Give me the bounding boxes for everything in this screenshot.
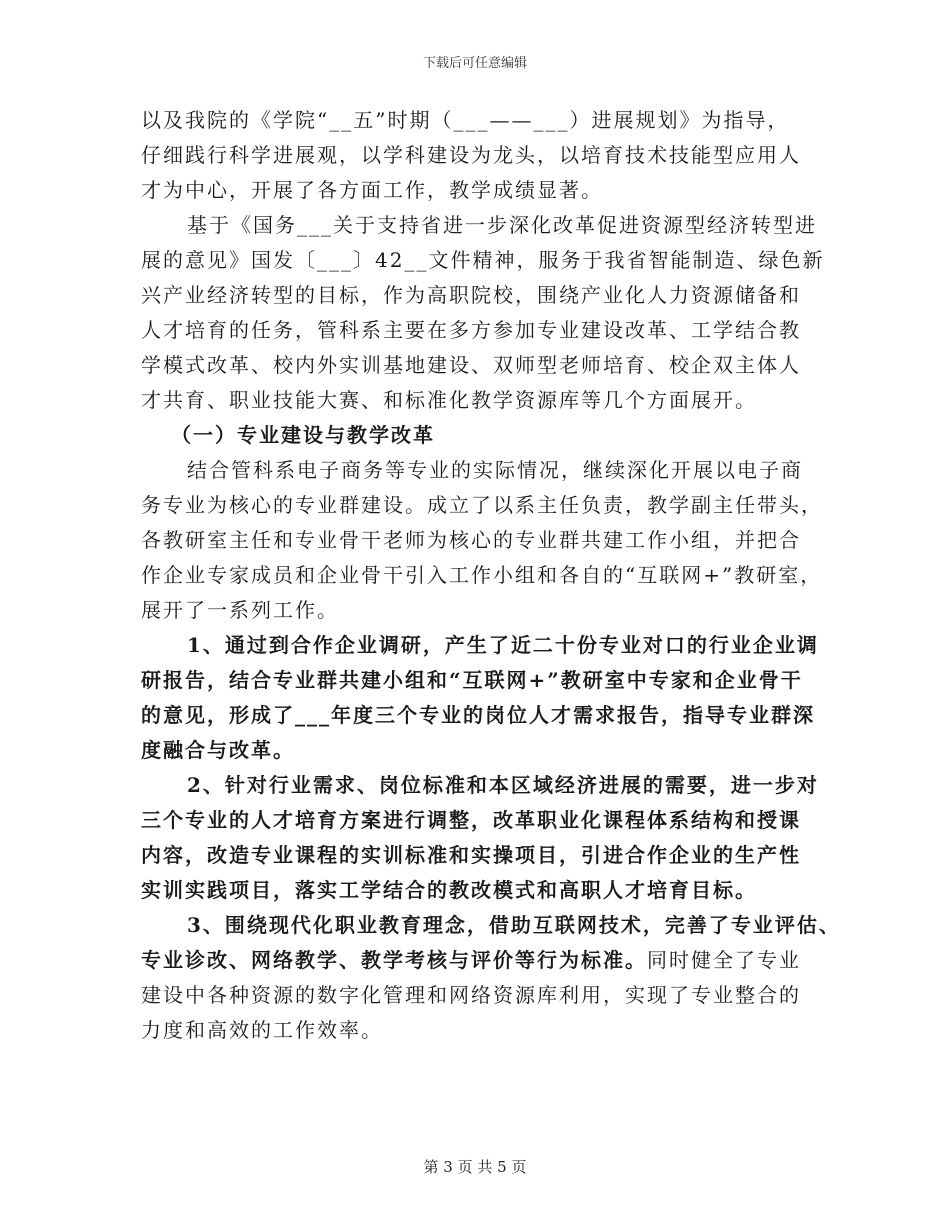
- text-line: 结合管科系电子商务等专业的实际情况，继续深化开展以电子商: [187, 458, 803, 482]
- text-line: 三个专业的人才培育方案进行调整，改革职业化课程体系结构和授课: [141, 808, 801, 832]
- text-line: 3、围绕现代化职业教育理念，借助互联网技术，完善了专业评估、: [187, 913, 841, 937]
- text-line: 才共育、职业技能大赛、和标准化教学资源库等几个方面展开。: [141, 388, 757, 412]
- mixed-line-bold: 专业诊改、网络教学、教学考核与评价等行为标准。: [141, 948, 647, 972]
- text-line: （一）专业建设与教学改革: [171, 423, 435, 447]
- text-line: 基于《国务___关于支持省进一步深化改革促进资源型经济转型进: [187, 213, 817, 237]
- text-line: 的意见，形成了___年度三个专业的岗位人才需求报告，指导专业群深: [141, 703, 815, 727]
- text-line: 研报告，结合专业群共建小组和“互联网+”教研室中专家和企业骨干: [141, 668, 803, 692]
- text-line: 仔细践行科学进展观，以学科建设为龙头，以培育技术技能型应用人: [141, 143, 801, 167]
- text-line: 作企业专家成员和企业骨干引入工作小组和各自的“互联网+”教研室，: [141, 563, 823, 587]
- text-line: 人才培育的任务，管科系主要在多方参加专业建设改革、工学结合教: [141, 318, 801, 342]
- page-header: 下载后可任意编辑: [422, 56, 527, 71]
- text-line: 以及我院的《学院“__五”时期（___——___）进展规划》为指导，: [141, 108, 790, 132]
- mixed-line-normal: 同时健全了专业: [647, 948, 801, 972]
- text-line: 各教研室主任和专业骨干老师为核心的专业群共建工作小组，并把合: [141, 528, 801, 552]
- text-line: 兴产业经济转型的目标，作为高职院校，围绕产业化人力资源储备和: [141, 283, 801, 307]
- text-line: 2、针对行业需求、岗位标准和本区域经济进展的需要，进一步对: [187, 773, 819, 797]
- tail-lines: [141, 983, 809, 1053]
- text-line: 务专业为核心的专业群建设。成立了以系主任负责，教学副主任带头，: [141, 493, 823, 517]
- document-body: [141, 108, 841, 1053]
- page-footer: 第 3 页 共 5 页: [423, 1158, 527, 1176]
- text-line: 实训实践项目，落实工学结合的教改模式和高职人才培育目标。: [141, 878, 757, 902]
- text-line: 力度和高效的工作效率。: [141, 1018, 383, 1042]
- text-line: 展的意见》国发〔___〕42__文件精神，服务于我省智能制造、绿色新: [141, 248, 825, 272]
- body-lines: [141, 108, 841, 948]
- text-line: 内容，改造专业课程的实训标准和实操项目，引进合作企业的生产性: [141, 843, 801, 867]
- text-line: 展开了一系列工作。: [141, 598, 339, 622]
- text-line: 建设中各种资源的数字化管理和网络资源库利用，实现了专业整合的: [141, 983, 801, 1007]
- text-line: 度融合与改革。: [141, 738, 295, 762]
- text-line: 才为中心，开展了各方面工作，教学成绩显著。: [141, 178, 603, 202]
- mixed-line: [141, 948, 809, 983]
- text-line: 1、通过到合作企业调研，产生了近二十份专业对口的行业企业调: [187, 633, 819, 657]
- text-line: 学模式改革、校内外实训基地建设、双师型老师培育、校企双主体人: [141, 353, 801, 377]
